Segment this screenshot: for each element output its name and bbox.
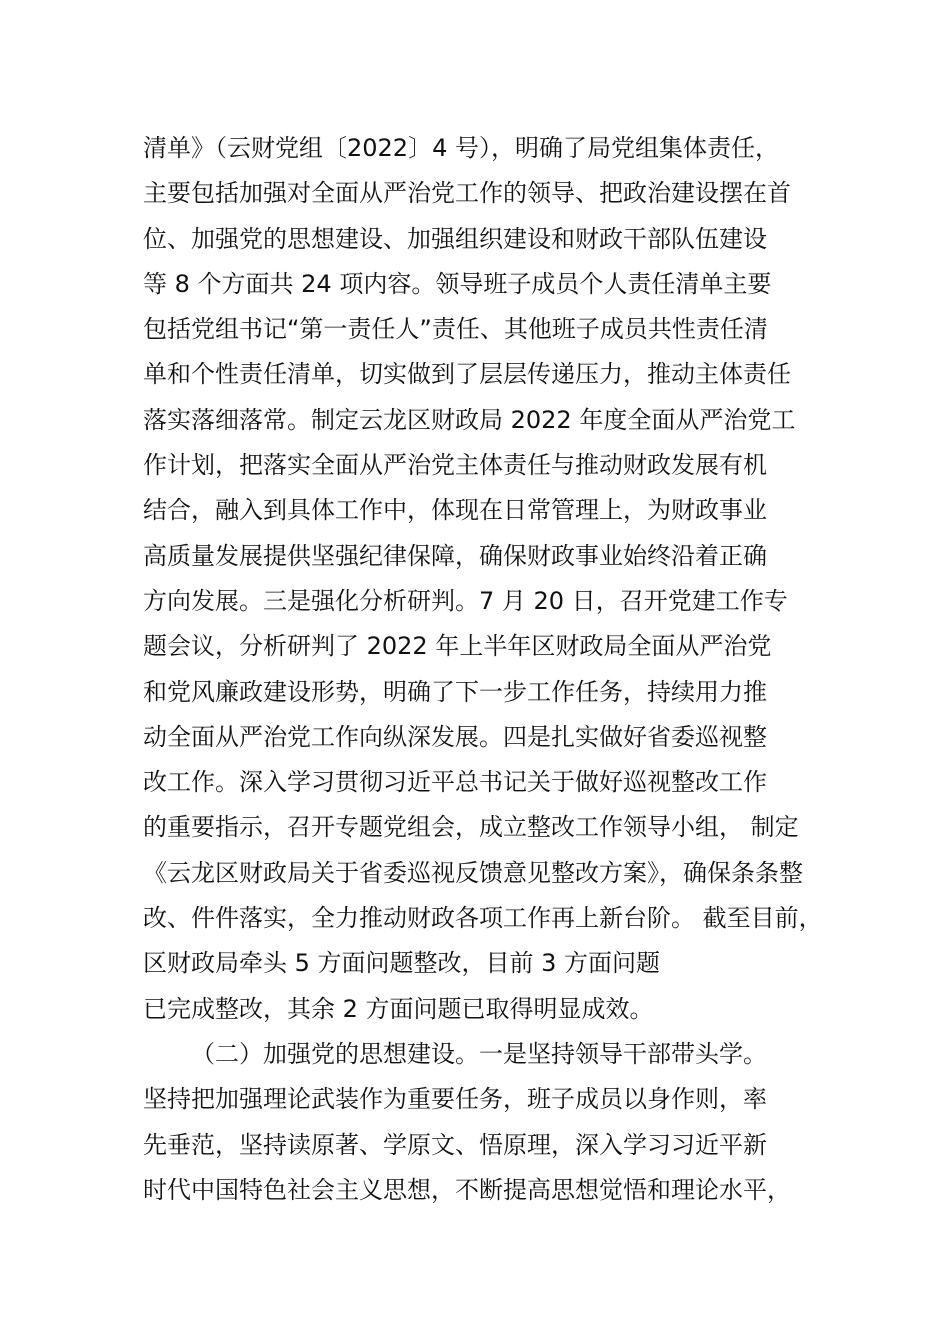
text-line: 的重要指示，召开专题党组会，成立整改工作领导小组， 制定 (143, 813, 799, 842)
text-line: 题会议，分析研判了 2022 年上半年区财政局全面从严治党 (143, 632, 772, 661)
text-line: 先垂范，坚持读原著、学原文、悟原理，深入学习习近平新 (143, 1130, 767, 1159)
text-line: 单和个性责任清单，切实做到了层层传递压力，推动主体责任 (143, 360, 791, 389)
text-line: 坚持把加强理论武装作为重要任务，班子成员以身作则，率 (143, 1085, 767, 1114)
text-line: 已完成整改，其余 2 方面问题已取得明显成效。 (143, 994, 654, 1023)
text-line: 结合，融入到具体工作中，体现在日常管理上，为财政事业 (143, 496, 767, 525)
section-heading-line: （二）加强党的思想建设。一是坚持领导干部带头学。 (191, 1039, 767, 1068)
text-line: 改工作。深入学习贯彻习近平总书记关于做好巡视整改工作 (143, 768, 767, 797)
text-line: 高质量发展提供坚强纪律保障，确保财政事业始终沿着正确 (143, 541, 767, 570)
text-line: 方向发展。三是强化分析研判。7 月 20 日，召开党建工作专 (143, 586, 788, 615)
text-line: 包括党组书记“第一责任人”责任、其他班子成员共性责任清 (143, 315, 768, 344)
text-line: 和党风廉政建设形势，明确了下一步工作任务，持续用力推 (143, 677, 767, 706)
text-line: 落实落细落常。制定云龙区财政局 2022 年度全面从严治党工 (143, 405, 796, 434)
text-line: 时代中国特色社会主义思想，不断提高思想觉悟和理论水平， (143, 1175, 791, 1204)
text-line: 位、加强党的思想建设、加强组织建设和财政干部队伍建设 (143, 224, 767, 253)
text-line: 主要包括加强对全面从严治党工作的领导、把政治建设摆在首 (143, 179, 791, 208)
text-line: 动全面从严治党工作向纵深发展。四是扎实做好省委巡视整 (143, 722, 767, 751)
text-line: 《云龙区财政局关于省委巡视反馈意见整改方案》，确保条条整 (143, 858, 803, 887)
text-line: 等 8 个方面共 24 项内容。领导班子成员个人责任清单主要 (143, 269, 772, 298)
text-line: 作计划，把落实全面从严治党主体责任与推动财政发展有机 (143, 451, 767, 480)
text-line: 清单》（云财党组〔2022〕4 号），明确了局党组集体责任， (143, 134, 779, 162)
text-line: 区财政局牵头 5 方面问题整改，目前 3 方面问题 (143, 949, 661, 978)
text-line: 改、件件落实，全力推动财政各项工作再上新台阶。 截至目前， (143, 904, 823, 933)
document-body (143, 126, 843, 1213)
